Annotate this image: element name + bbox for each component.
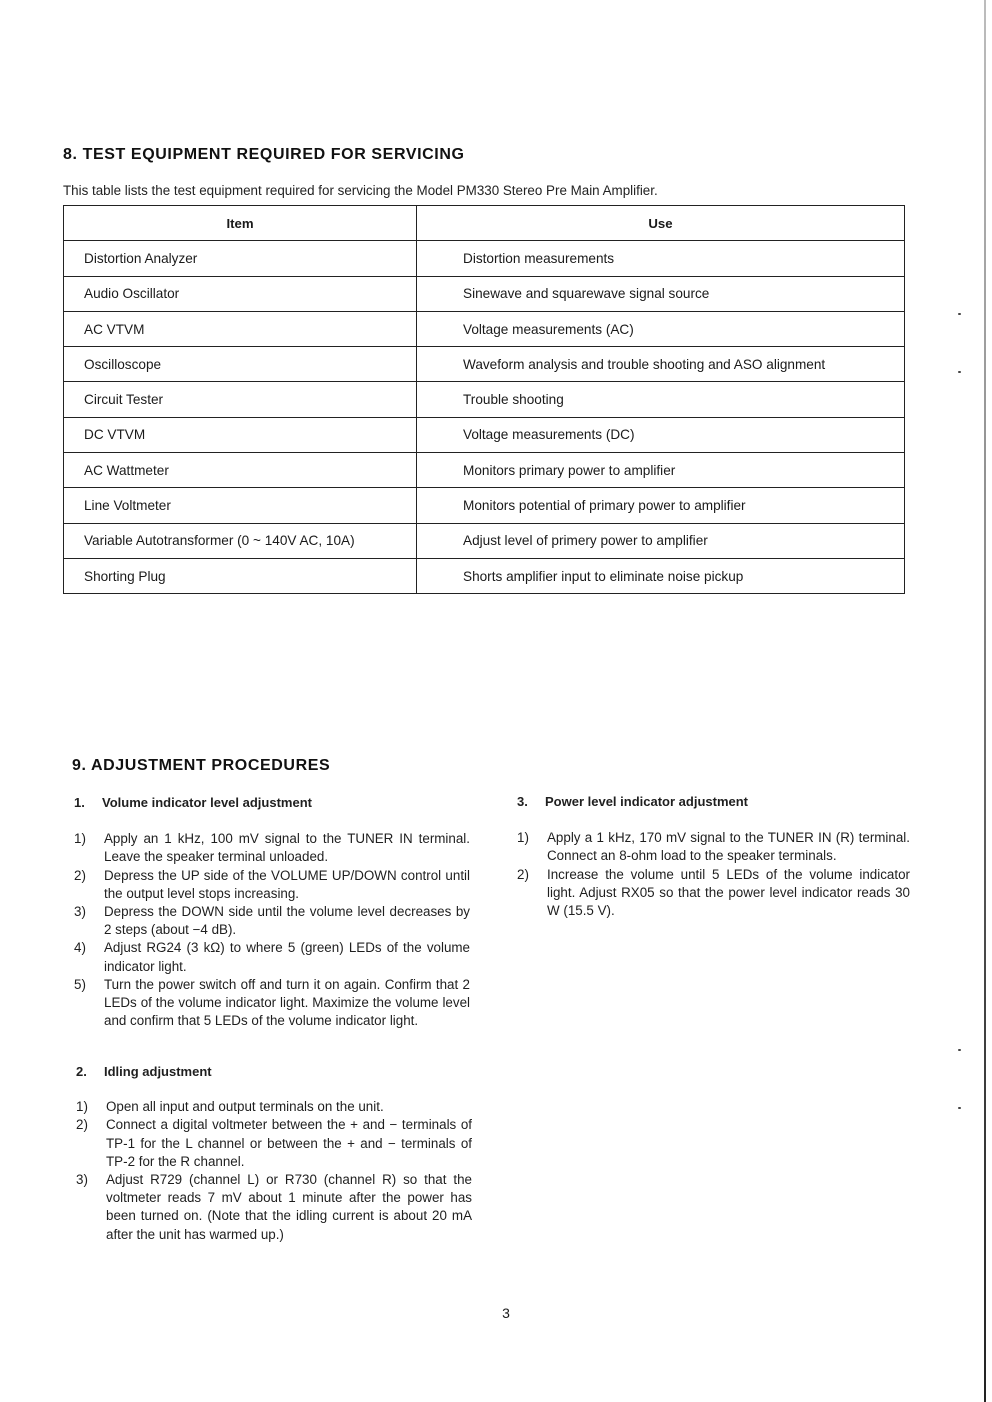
table-row: [64, 311, 905, 346]
table-row: [64, 558, 905, 593]
use-cell: Sinewave and squarewave signal source: [417, 276, 905, 311]
step-text: Open all input and output terminals on the unit.: [106, 1099, 384, 1115]
page-number: 3: [502, 1305, 510, 1321]
subsection-heading: [74, 794, 470, 812]
item-cell: AC VTVM: [64, 311, 417, 346]
table-row: [64, 276, 905, 311]
step-number: 5): [74, 976, 86, 992]
use-cell: Adjust level of primery power to amplifier: [417, 523, 905, 558]
step-number: 2): [517, 866, 529, 882]
list-item: [76, 1098, 472, 1116]
list-item: [74, 867, 470, 903]
step-number: 4): [74, 940, 86, 956]
subsection-title: Idling adjustment: [104, 1064, 212, 1079]
table-row: [64, 241, 905, 276]
step-list: [74, 830, 470, 1030]
step-number: 2): [74, 867, 86, 883]
use-cell: Trouble shooting: [417, 382, 905, 417]
item-cell: Distortion Analyzer: [64, 241, 417, 276]
table-row: [64, 488, 905, 523]
use-cell: Waveform analysis and trouble shooting and ASO alignment: [417, 347, 905, 382]
step-number: 3): [76, 1172, 88, 1188]
use-cell: Monitors primary power to amplifier: [417, 453, 905, 488]
use-cell: Distortion measurements: [417, 241, 905, 276]
subsection-idling: [76, 1063, 472, 1244]
scan-speck: [958, 371, 961, 373]
item-cell: Shorting Plug: [64, 558, 417, 593]
step-text: Depress the DOWN side until the volume level decreases by 2 steps (about −4 dB).: [104, 904, 470, 938]
step-text: Adjust RG24 (3 kΩ) to where 5 (green) LEDs of the volume indicator light.: [104, 940, 470, 974]
list-item: [76, 1116, 472, 1171]
step-list: [517, 829, 910, 920]
list-item: [74, 903, 470, 939]
item-cell: DC VTVM: [64, 417, 417, 452]
item-cell: Line Voltmeter: [64, 488, 417, 523]
section-8-intro: This table lists the test equipment required for servicing the Model PM330 Stereo Pre Main Amplifier.: [63, 183, 658, 198]
step-text: Adjust R729 (channel L) or R730 (channel R) so that the voltmeter reads 7 mV about 1 minute after the power has been turned on. (Note that the idling current is about 20 mA after the unit has warmed up.): [106, 1172, 472, 1242]
step-list: [76, 1098, 472, 1244]
item-cell: Audio Oscillator: [64, 276, 417, 311]
use-cell: Monitors potential of primary power to amplifier: [417, 488, 905, 523]
table-row: [64, 382, 905, 417]
step-text: Increase the volume until 5 LEDs of the volume indicator light. Adjust RX05 so that the power level indicator reads 30 W (15.5 V).: [547, 866, 910, 919]
table-row: [64, 347, 905, 382]
step-number: 2): [76, 1117, 88, 1133]
table-row: [64, 417, 905, 452]
item-cell: Circuit Tester: [64, 382, 417, 417]
use-cell: Voltage measurements (AC): [417, 311, 905, 346]
subsection-volume-indicator: [74, 794, 470, 1030]
section-8-title: 8. TEST EQUIPMENT REQUIRED FOR SERVICING: [63, 146, 465, 163]
subsection-heading: [517, 793, 910, 811]
table-row: [64, 453, 905, 488]
list-item: [517, 866, 910, 921]
subsection-number: 1.: [74, 795, 85, 810]
subsection-title: Power level indicator adjustment: [545, 794, 748, 809]
step-text: Depress the UP side of the VOLUME UP/DOWN control until the output level stops increasing.: [104, 867, 470, 901]
subsection-number: 3.: [517, 794, 528, 809]
step-text: Turn the power switch off and turn it on again. Confirm that 2 LEDs of the volume indicator light. Maximize the volume level and confirm that 5 LEDs of the volume indicator light.: [104, 976, 470, 1029]
step-text: Connect a digital voltmeter between the + and − terminals of TP-1 for the L channel or between the + and − terminals of TP-2 for the R channel.: [106, 1117, 472, 1169]
step-text: Apply an 1 kHz, 100 mV signal to the TUNER IN terminal. Leave the speaker terminal unloaded.: [104, 831, 470, 865]
section-9-title: 9. ADJUSTMENT PROCEDURES: [72, 757, 331, 774]
list-item: [74, 976, 470, 1031]
subsection-number: 2.: [76, 1064, 87, 1079]
item-cell: AC Wattmeter: [64, 453, 417, 488]
step-text: Apply a 1 kHz, 170 mV signal to the TUNER IN (R) terminal. Connect an 8-ohm load to the speaker terminals.: [547, 830, 910, 864]
table-row: [64, 523, 905, 558]
list-item: [517, 829, 910, 865]
subsection-heading: [76, 1063, 472, 1081]
use-cell: Voltage measurements (DC): [417, 417, 905, 452]
column-header-item: Item: [64, 206, 417, 241]
list-item: [74, 939, 470, 975]
scan-speck: [958, 1107, 961, 1109]
step-number: 1): [76, 1099, 88, 1115]
step-number: 3): [74, 904, 86, 920]
use-cell: Shorts amplifier input to eliminate noise pickup: [417, 558, 905, 593]
table-header-row: [64, 206, 905, 241]
item-cell: Variable Autotransformer (0 ~ 140V AC, 10A): [64, 523, 417, 558]
scan-speck: [958, 313, 961, 315]
list-item: [74, 830, 470, 866]
scan-edge-line: [984, 0, 986, 1402]
subsection-power-indicator: [517, 793, 910, 920]
item-cell: Oscilloscope: [64, 347, 417, 382]
equipment-table: [63, 205, 905, 594]
scan-speck: [958, 1049, 961, 1051]
list-item: [76, 1171, 472, 1244]
subsection-title: Volume indicator level adjustment: [102, 795, 312, 810]
column-header-use: Use: [417, 206, 905, 241]
step-number: 1): [74, 831, 86, 847]
step-number: 1): [517, 830, 529, 846]
